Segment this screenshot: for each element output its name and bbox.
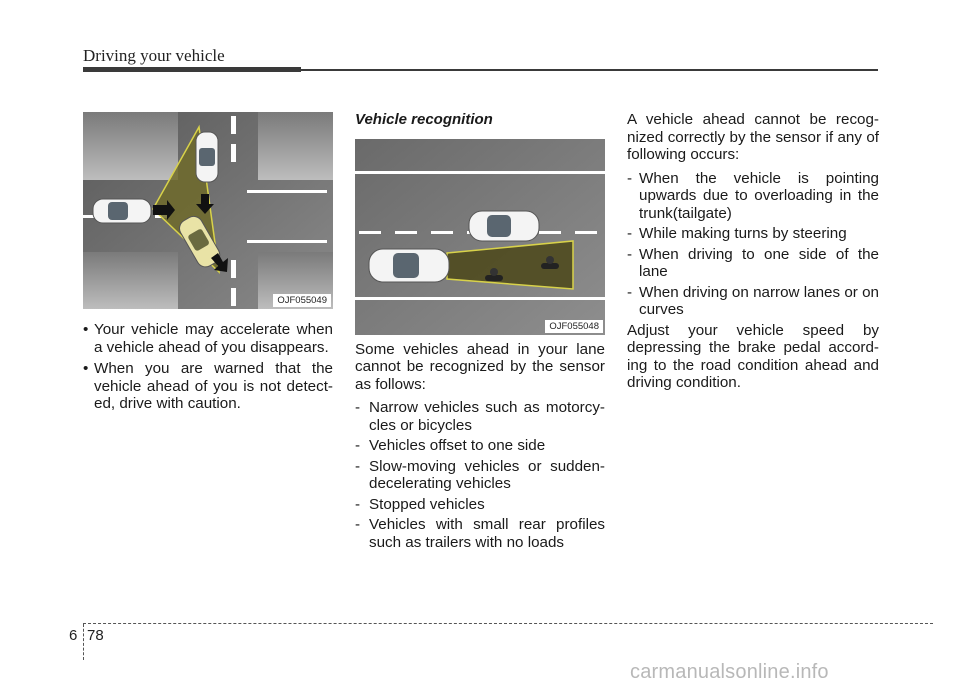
list-item <box>355 399 605 434</box>
bullet-glyph: • <box>83 360 89 377</box>
offset-car-icon <box>469 211 539 241</box>
column-1 <box>83 112 333 417</box>
list-item <box>355 458 605 493</box>
list-item <box>627 225 879 243</box>
vehicle-recognition-illustration <box>355 139 605 335</box>
list-item <box>355 496 605 514</box>
dash-glyph: - <box>627 169 633 187</box>
list-item-text: When driving to one side of the lane <box>639 245 879 280</box>
chapter-number: 6 <box>69 627 78 644</box>
list-item-text: Slow-moving vehicles or sudden-decelerating vehicles <box>369 457 605 492</box>
footer-rule <box>83 623 933 624</box>
host-car-icon <box>369 249 449 282</box>
list-item-text: Stopped vehicles <box>369 495 485 513</box>
section-title: Vehicle recognition <box>355 111 493 128</box>
dash-glyph: - <box>355 399 361 416</box>
list-item-text: When the vehicle is pointing upwards due to overloading in the trunk(tailgate) <box>639 169 879 222</box>
list-item <box>83 321 333 356</box>
figure-code: OJF055048 <box>545 320 603 333</box>
dash-glyph: - <box>355 516 361 533</box>
header-rule-thick <box>83 67 301 72</box>
car-ahead-icon <box>196 132 218 182</box>
dash-list <box>355 399 605 551</box>
watermark-text: carmanualsonline.info <box>630 661 829 683</box>
list-item <box>355 516 605 551</box>
dash-glyph: - <box>355 457 361 475</box>
list-item <box>83 360 333 413</box>
bullet-glyph: • <box>83 321 89 338</box>
list-item-text: Vehicles with small rear profiles such as trailers with no loads <box>369 516 605 551</box>
paragraph: A vehicle ahead cannot be recog-nized correctly by the sensor if any of following occurs: <box>627 111 879 163</box>
paragraph: Adjust your vehicle speed by depressing the brake pedal accord-ing to the road condition ahead and driving condition. <box>627 321 879 391</box>
list-item-text: Narrow vehicles such as motorcy-cles or bicycles <box>369 399 605 434</box>
figure-code: OJF055049 <box>273 294 331 307</box>
list-item-text: When you are warned that the vehicle ahead of you is not detect-ed, drive with caution. <box>94 360 333 412</box>
column-2 <box>355 111 605 554</box>
list-item <box>627 284 879 319</box>
dash-glyph: - <box>355 437 361 454</box>
list-item <box>627 246 879 281</box>
dash-glyph: - <box>355 495 361 513</box>
list-item <box>355 437 605 455</box>
page-number: 78 <box>87 627 104 644</box>
list-item-text: When driving on narrow lanes or on curves <box>639 283 879 318</box>
host-car-icon <box>93 199 151 223</box>
dash-glyph: - <box>627 225 633 242</box>
list-item <box>627 170 879 223</box>
column-3 <box>627 111 879 392</box>
list-item-text: While making turns by steering <box>639 225 847 242</box>
dash-glyph: - <box>627 245 633 263</box>
list-item-text: Your vehicle may accelerate when a vehicle ahead of you disappears. <box>94 321 333 356</box>
page-header-title: Driving your vehicle <box>83 46 225 65</box>
dash-list <box>627 170 879 319</box>
list-item-text: Vehicles offset to one side <box>369 437 546 454</box>
page-number-divider <box>83 624 84 660</box>
dash-glyph: - <box>627 283 633 301</box>
bullet-list <box>83 321 333 413</box>
paragraph: Some vehicles ahead in your lane cannot be recognized by the sensor as follows: <box>355 340 605 393</box>
figure-lane-change-illustration <box>83 112 333 309</box>
header-rule-thin <box>301 69 878 71</box>
lane-change-illustration <box>83 112 333 309</box>
figure-vehicle-recognition-illustration <box>355 139 605 335</box>
